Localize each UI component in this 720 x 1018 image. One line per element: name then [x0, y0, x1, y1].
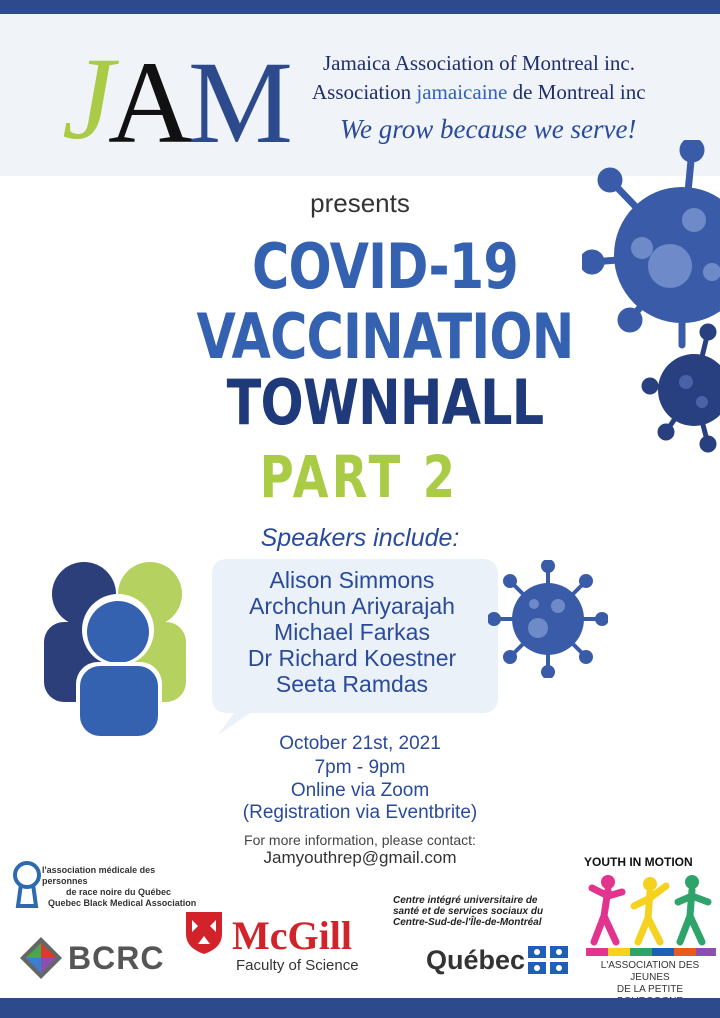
part-label: PART 2: [259, 443, 459, 511]
logo-letter-j: J: [62, 33, 115, 150]
quebec-logo-text: Québec: [426, 945, 526, 975]
tagline: We grow because we serve!: [340, 114, 637, 144]
bcrc-logo-text: BCRC: [68, 940, 165, 976]
yim-subtitle: L'ASSOCIATION DES JEUNES DE LA PETITE: [600, 960, 700, 995]
mcgill-faculty: Faculty of Science: [236, 957, 359, 974]
event-date: October 21st, 2021: [279, 733, 441, 754]
jam-logo: [62, 30, 308, 150]
top-bar: [0, 0, 720, 14]
ciusss-text: Centre intégré universitaire de santé et de services sociaux du Centre-Sud-de-l'Île-de-Montréal: [393, 895, 544, 928]
qbma-logo-icon: [12, 860, 42, 908]
quebec-flag-icon: [528, 946, 568, 974]
bottom-bar: [0, 998, 720, 1018]
speaker-name: Michael Farkas: [274, 619, 430, 645]
contact-prompt: For more information, please contact:: [244, 832, 476, 848]
virus-icon-small: [488, 560, 608, 678]
contact-email[interactable]: Jamyouthrep@gmail.com: [263, 848, 457, 867]
youth-in-motion-figures-icon: [586, 872, 716, 948]
title-line-2: VACCINATION: [196, 300, 574, 373]
speaker-name: Archchun Ariyarajah: [249, 593, 455, 619]
title-line-1: COVID-19: [252, 230, 518, 303]
bcrc-logo-icon: [18, 935, 64, 981]
mcgill-logo-text: McGill: [232, 913, 352, 958]
speakers-list: [212, 567, 492, 697]
org-name-en: Jamaica Association of Montreal inc.: [323, 51, 635, 75]
title-line-3: TOWNHALL: [226, 366, 544, 439]
event-location: Online via Zoom: [290, 780, 430, 801]
event-registration: (Registration via Eventbrite): [242, 802, 478, 823]
logo-letter-a: A: [108, 37, 194, 150]
speaker-name: Dr Richard Koestner: [247, 645, 457, 671]
logo-letter-m: M: [188, 37, 293, 150]
org-name-fr: Association jamaicaine de Montreal inc: [312, 80, 646, 104]
speakers-heading: Speakers include:: [260, 524, 460, 552]
mcgill-shield-icon: [184, 910, 224, 956]
people-icon: [42, 560, 188, 736]
speaker-name: Alison Simmons: [269, 567, 435, 593]
speaker-name: Seeta Ramdas: [275, 671, 429, 697]
yim-title: YOUTH IN MOTION: [584, 855, 693, 869]
event-time: 7pm - 9pm: [314, 757, 406, 778]
yim-pattern-strip: [586, 948, 716, 956]
qbma-text: l'association médicale des personnes de race noire du Québec Quebec Black Medical Association: [42, 865, 197, 908]
presents-label: presents: [310, 188, 410, 218]
